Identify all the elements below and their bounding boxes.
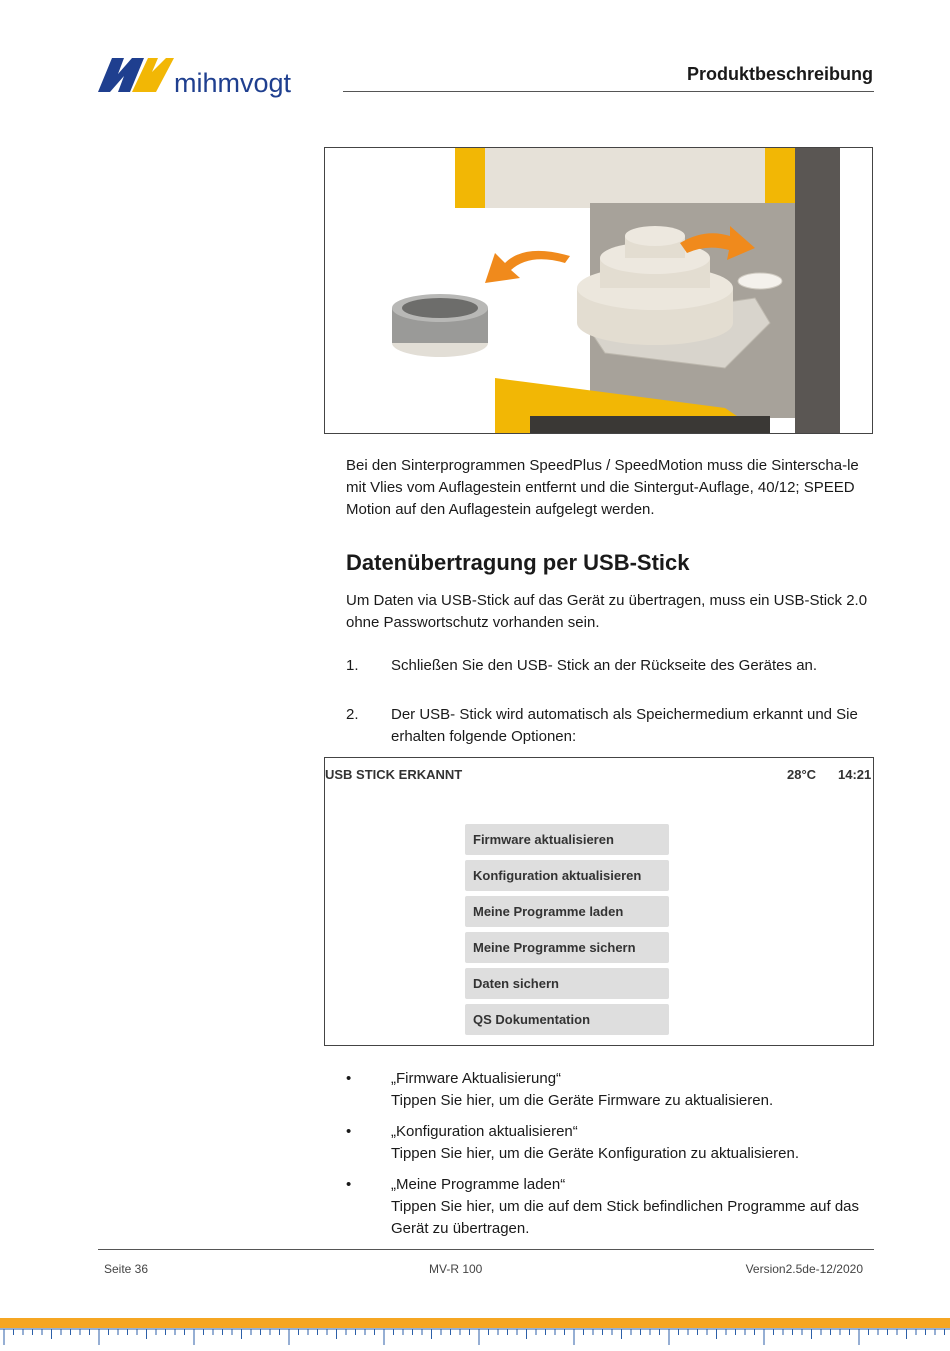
footer-model: MV-R 100 bbox=[429, 1262, 483, 1276]
footer-accent-bar bbox=[0, 1318, 950, 1328]
firmware-update-button[interactable]: Firmware aktualisieren bbox=[465, 824, 669, 855]
footer-ruler-decoration bbox=[0, 1328, 950, 1346]
intro-paragraph: Bei den Sinterprogrammen SpeedPlus / SpeedMotion muss die Sinterscha-le mit Vlies vom Auflagestein entfernt und die Sintergut-Auflage, 40/12; SPEED Motion auf den Auflagestein aufgelegt werden. bbox=[346, 457, 859, 518]
bullet-title: „Konfiguration aktualisieren“ bbox=[391, 1123, 578, 1140]
save-data-button[interactable]: Daten sichern bbox=[465, 968, 669, 999]
load-programs-button[interactable]: Meine Programme laden bbox=[465, 896, 669, 927]
company-logo bbox=[98, 54, 328, 100]
usb-section-heading: Datenübertragung per USB-Stick bbox=[346, 550, 690, 575]
step-number: 2. bbox=[346, 706, 359, 723]
furnace-illustration bbox=[324, 147, 873, 434]
footer-divider bbox=[98, 1249, 874, 1250]
screen-time: 14:21 bbox=[838, 767, 872, 782]
bullet-description: Tippen Sie hier, um die Geräte Konfiguration zu aktualisieren. bbox=[391, 1145, 800, 1162]
logo-wordmark: mihmvogt bbox=[174, 68, 292, 98]
save-programs-button[interactable]: Meine Programme sichern bbox=[465, 932, 669, 963]
footer-page-number: Seite 36 bbox=[104, 1262, 149, 1276]
bullet-marker: • bbox=[346, 1070, 352, 1087]
section-title: Produktbeschreibung bbox=[686, 64, 873, 84]
qs-documentation-button[interactable]: QS Dokumentation bbox=[465, 1004, 669, 1035]
bullet-description: Tippen Sie hier, um die Geräte Firmware zu aktualisieren. bbox=[391, 1092, 774, 1109]
bullet-marker: • bbox=[346, 1123, 352, 1140]
bullet-description: Tippen Sie hier, um die auf dem Stick befindlichen Programme auf das Gerät zu übertragen. bbox=[391, 1198, 860, 1237]
step-text: Schließen Sie den USB- Stick an der Rückseite des Gerätes an. bbox=[391, 657, 818, 674]
step-number: 1. bbox=[346, 657, 359, 674]
configuration-update-button[interactable]: Konfiguration aktualisieren bbox=[465, 860, 669, 891]
screen-title: USB STICK ERKANNT bbox=[325, 767, 463, 782]
footer-version: Version2.5de-12/2020 bbox=[745, 1262, 863, 1276]
screen-temperature: 28°C bbox=[787, 767, 817, 782]
bullet-marker: • bbox=[346, 1176, 352, 1193]
bullet-title: „Meine Programme laden“ bbox=[391, 1176, 566, 1193]
bullet-title: „Firmware Aktualisierung“ bbox=[391, 1070, 562, 1087]
usb-section-paragraph: Um Daten via USB-Stick auf das Gerät zu übertragen, muss ein USB-Stick 2.0 ohne Passwortschutz vorhanden sein. bbox=[346, 592, 868, 631]
header-divider bbox=[343, 91, 874, 92]
step-text: Der USB- Stick wird automatisch als Speichermedium erkannt und Sie erhalten folgende Optionen: bbox=[391, 706, 858, 745]
device-screen bbox=[324, 757, 874, 1046]
